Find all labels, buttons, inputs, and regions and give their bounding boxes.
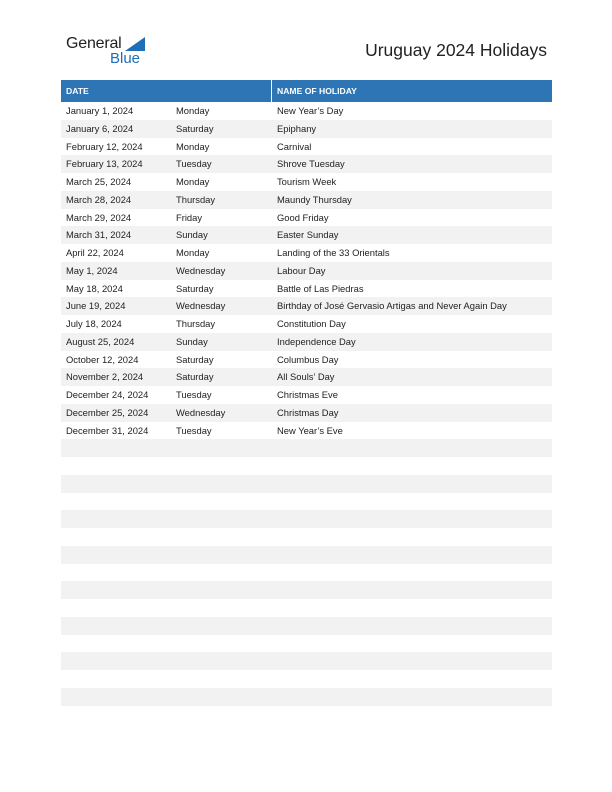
cell-weekday: Tuesday [176,158,212,170]
empty-rows [61,439,552,723]
cell-holiday-name: Carnival [277,140,312,152]
holiday-table [61,80,552,723]
cell-date: November 2, 2024 [66,371,144,383]
cell-date: June 19, 2024 [66,300,126,312]
empty-row [61,617,552,635]
cell-date: July 18, 2024 [66,318,122,329]
cell-holiday-name: Labour Day [277,264,326,276]
cell-weekday: Wednesday [176,406,226,418]
empty-row [61,635,552,653]
empty-row [61,581,552,599]
cell-holiday-name: Constitution Day [277,318,346,329]
cell-weekday: Monday [176,105,210,116]
logo-text-general: General [66,35,122,52]
empty-row [61,493,552,511]
cell-holiday-name: Battle of Las Piedras [277,282,364,294]
table-header [61,80,552,102]
empty-row [61,564,552,582]
cell-date: January 1, 2024 [66,105,134,116]
cell-weekday: Saturday [176,371,214,383]
table-row [61,386,552,404]
table-row [61,351,552,369]
cell-holiday-name: Columbus Day [277,353,339,365]
cell-weekday: Monday [176,140,210,152]
cell-date: December 31, 2024 [66,424,149,436]
empty-row [61,652,552,670]
table-body [61,102,552,439]
cell-date: October 12, 2024 [66,353,139,365]
table-row [61,155,552,173]
cell-holiday-name: New Year’s Day [277,105,344,116]
cell-holiday-name: Easter Sunday [277,229,339,241]
empty-row [61,510,552,528]
cell-holiday-name: Tourism Week [277,176,337,187]
cell-date: February 13, 2024 [66,158,143,170]
table-row [61,404,552,422]
cell-date: January 6, 2024 [66,122,134,134]
cell-date: March 29, 2024 [66,211,132,223]
cell-holiday-name: Independence Day [277,335,356,347]
empty-row [61,670,552,688]
cell-date: April 22, 2024 [66,247,124,258]
cell-weekday: Friday [176,211,203,223]
cell-holiday-name: Landing of the 33 Orientals [277,247,390,258]
cell-date: February 12, 2024 [66,140,143,152]
cell-weekday: Wednesday [176,264,226,276]
cell-weekday: Monday [176,176,210,187]
cell-date: March 25, 2024 [66,176,132,187]
empty-row [61,457,552,475]
header-date: DATE [66,86,89,96]
cell-date: December 24, 2024 [66,389,149,400]
cell-holiday-name: Christmas Eve [277,389,338,400]
page-title: Uruguay 2024 Holidays [365,40,547,60]
cell-weekday: Tuesday [176,389,212,400]
cell-date: May 18, 2024 [66,282,123,294]
cell-weekday: Tuesday [176,424,212,436]
table-row [61,138,552,156]
table-row [61,244,552,262]
cell-date: March 28, 2024 [66,193,132,205]
cell-weekday: Sunday [176,335,208,347]
table-row [61,297,552,315]
cell-weekday: Saturday [176,282,214,294]
cell-weekday: Saturday [176,122,214,134]
cell-weekday: Thursday [176,193,216,205]
cell-holiday-name: Good Friday [277,211,329,223]
cell-weekday: Thursday [176,318,216,329]
table-row [61,173,552,191]
cell-weekday: Sunday [176,229,208,241]
cell-date: March 31, 2024 [66,229,132,241]
cell-holiday-name: New Year’s Eve [277,424,343,436]
cell-date: August 25, 2024 [66,335,135,347]
cell-holiday-name: Maundy Thursday [277,193,352,205]
generalblue-logo [66,35,156,67]
logo-triangle-icon [125,37,145,51]
cell-weekday: Wednesday [176,300,226,312]
cell-holiday-name: Birthday of José Gervasio Artigas and Never Again Day [277,300,507,312]
cell-holiday-name: Shrove Tuesday [277,158,345,170]
table-row [61,191,552,209]
table-row [61,368,552,386]
table-row [61,315,552,333]
table-row [61,333,552,351]
header-divider [271,80,272,102]
empty-row [61,475,552,493]
cell-holiday-name: Epiphany [277,122,317,134]
empty-row [61,546,552,564]
table-row [61,262,552,280]
table-row [61,209,552,227]
table-row [61,226,552,244]
empty-row [61,706,552,724]
logo-text-blue: Blue [110,50,141,67]
cell-weekday: Saturday [176,353,214,365]
cell-weekday: Monday [176,247,210,258]
empty-row [61,688,552,706]
empty-row [61,439,552,457]
table-row [61,120,552,138]
header-holiday-name: NAME OF HOLIDAY [277,86,357,96]
cell-holiday-name: All Souls’ Day [277,371,335,383]
table-row [61,280,552,298]
cell-date: December 25, 2024 [66,406,149,418]
empty-row [61,599,552,617]
empty-row [61,528,552,546]
table-row [61,102,552,120]
table-row [61,422,552,440]
cell-holiday-name: Christmas Day [277,406,339,418]
cell-date: May 1, 2024 [66,264,118,276]
